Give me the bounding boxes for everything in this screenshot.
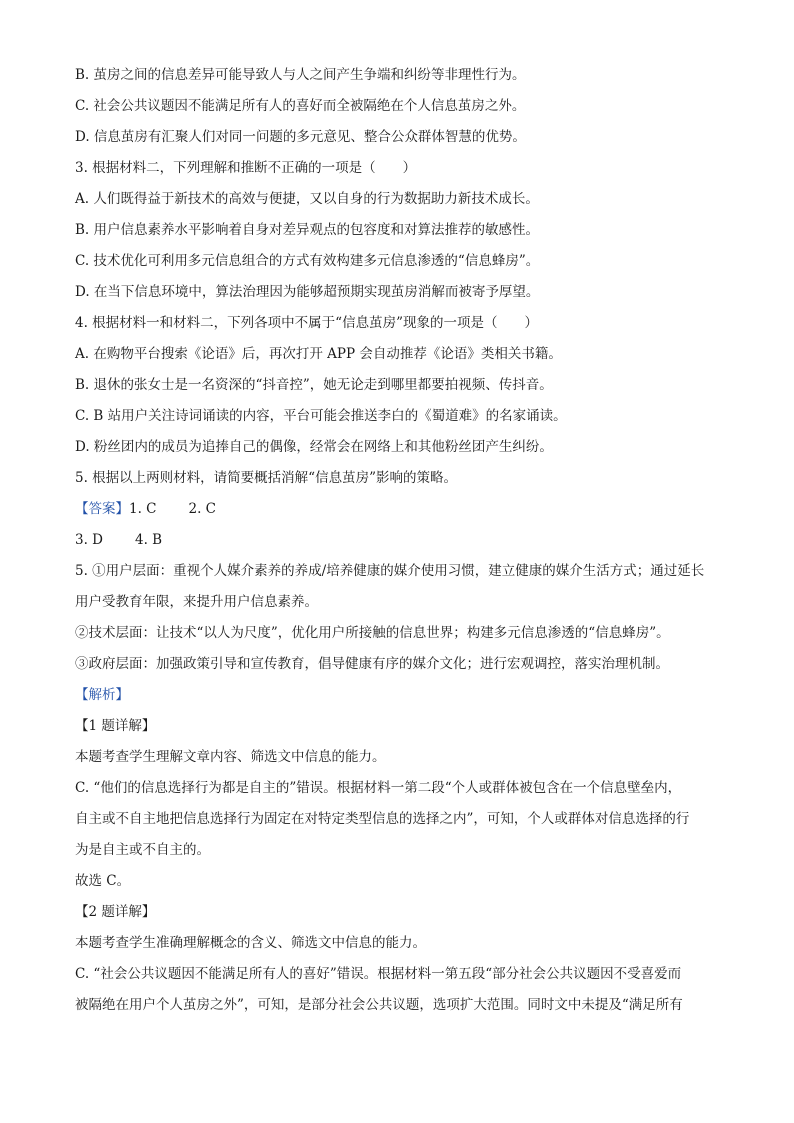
answer-row-2 bbox=[75, 525, 715, 556]
option-line: B. 茧房之间的信息差异可能导致人与人之间产生争端和纠纷等非理性行为。 bbox=[75, 67, 526, 83]
document-page bbox=[75, 60, 715, 1021]
option-line: A. 人们既得益于新技术的高效与便捷，又以自身的行为数据助力新技术成长。 bbox=[75, 191, 539, 207]
option-line: B. 用户信息素养水平影响着自身对差异观点的包容度和对算法推荐的敏感性。 bbox=[75, 222, 540, 238]
analysis-tag: 【解析】 bbox=[75, 687, 129, 703]
answer-5-part1: 5. ①用户层面：重视个人媒介素养的养成/培养健康的媒介使用习惯，建立健康的媒介生活方式；通过延长 bbox=[75, 563, 705, 579]
answer-5-part1-cont: 用户受教育年限，来提升用户信息素养。 bbox=[75, 594, 318, 610]
answer-3: 3. D bbox=[75, 532, 103, 548]
question-3: 3. 根据材料二，下列理解和推断不正确的一项是（ ） bbox=[75, 160, 417, 176]
answer-5-part3: ③政府层面：加强政策引导和宣传教育，倡导健康有序的媒介文化；进行宏观调控，落实治理机制。 bbox=[75, 656, 669, 672]
question-4: 4. 根据材料一和材料二，下列各项中不属于“信息茧房”现象的一项是（ ） bbox=[75, 315, 538, 331]
option-line: C. 技术优化可利用多元信息组合的方式有效构建多元信息渗透的“信息蜂房”。 bbox=[75, 253, 540, 269]
detail-1-text: 为是自主或不自主的。 bbox=[75, 842, 210, 858]
detail-2-intro: 本题考查学生准确理解概念的含义、筛选文中信息的能力。 bbox=[75, 935, 426, 951]
option-line: B. 退休的张女士是一名资深的“抖音控”，她无论走到哪里都要拍视频、传抖音。 bbox=[75, 377, 553, 393]
option-line: A. 在购物平台搜索《论语》后，再次打开 APP 会自动推荐《论语》类相关书籍。 bbox=[75, 346, 562, 362]
option-line: C. B 站用户关注诗词诵读的内容，平台可能会推送李白的《蜀道难》的名家诵读。 bbox=[75, 408, 567, 424]
answer-4: 4. B bbox=[135, 532, 163, 548]
question-5: 5. 根据以上两则材料，请简要概括消解“信息茧房”影响的策略。 bbox=[75, 470, 457, 486]
detail-2-tag: 【2 题详解】 bbox=[75, 904, 156, 920]
answer-tag: 【答案】 bbox=[75, 501, 129, 517]
option-line: C. 社会公共议题因不能满足所有人的喜好而全被隔绝在个人信息茧房之外。 bbox=[75, 98, 526, 114]
option-line: D. 粉丝团内的成员为追捧自己的偶像，经常会在网络上和其他粉丝团产生纠纷。 bbox=[75, 439, 553, 455]
option-line: D. 在当下信息环境中，算法治理因为能够超预期实现茧房消解而被寄予厚望。 bbox=[75, 284, 540, 300]
detail-2-text: C. “社会公共议题因不能满足所有人的喜好”错误。根据材料一第五段“部分社会公共议题因不受喜爱而 bbox=[75, 966, 682, 982]
detail-1-tag: 【1 题详解】 bbox=[75, 718, 156, 734]
answer-1: 1. C bbox=[129, 501, 157, 517]
detail-1-intro: 本题考查学生理解文章内容、筛选文中信息的能力。 bbox=[75, 749, 386, 765]
option-line: D. 信息茧房有汇聚人们对同一问题的多元意见、整合公众群体智慧的优势。 bbox=[75, 129, 526, 145]
detail-1-text: C. “他们的信息选择行为都是自主的”错误。根据材料一第二段“个人或群体被包含在一个信息壁垒内， bbox=[75, 780, 682, 796]
answer-2: 2. C bbox=[188, 501, 217, 517]
detail-1-conclusion: 故选 C。 bbox=[75, 873, 131, 889]
detail-1-text: 自主或不自主地把信息选择行为固定在对特定类型信息的选择之内”，可知，个人或群体对信息选择的行 bbox=[75, 811, 690, 827]
answer-row-1 bbox=[75, 494, 715, 525]
answer-5-part2: ②技术层面：让技术“以人为尺度”，优化用户所接触的信息世界；构建多元信息渗透的“信息蜂房”。 bbox=[75, 625, 670, 641]
detail-2-text: 被隔绝在用户个人茧房之外”，可知，是部分社会公共议题，选项扩大范围。同时文中未提及“满足所有 bbox=[75, 997, 683, 1013]
